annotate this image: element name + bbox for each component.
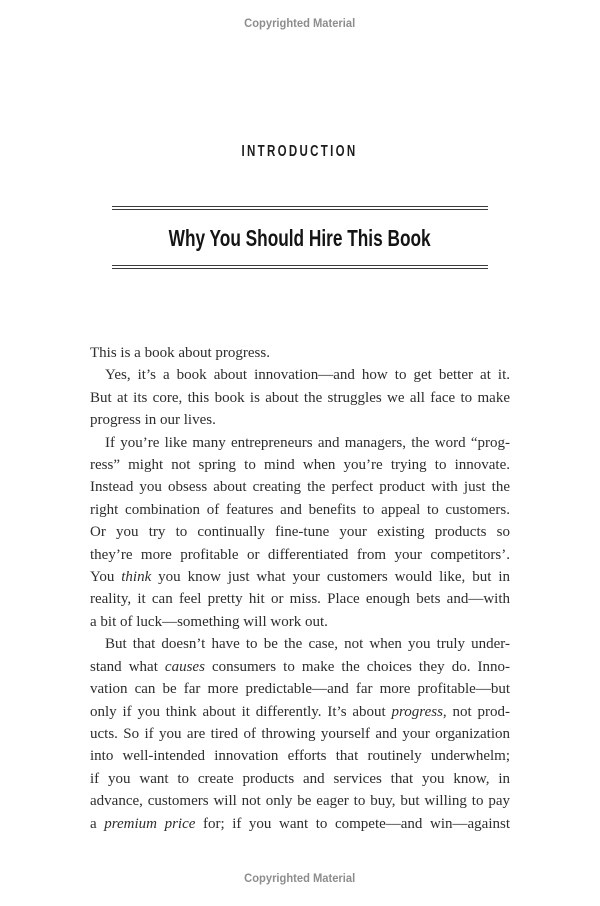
body-line [90,656,510,678]
text-segment: stand what [90,658,165,675]
chapter-title-text: Why You Should Hire This Book [169,225,431,251]
text-segment: , not prod- [442,703,510,720]
text-segment: a bit of luck—something will work out. [90,613,328,630]
body-text [90,342,510,835]
body-line [90,633,510,655]
body-line [90,701,510,723]
copyright-notice-bottom-text: Copyrighted Material [244,871,356,885]
body-line [90,409,510,431]
body-line [90,432,510,454]
text-segment: you know just what your customers would like, but in [151,569,510,586]
text-segment: only if you think about it differently. It’s about [90,703,392,720]
text-segment-italic: premium price [104,815,196,832]
copyright-notice-top-text: Copyrighted Material [244,16,356,30]
body-line [90,544,510,566]
text-segment: into well-intended innovation efforts that routinely underwhelm; [90,748,510,765]
text-segment: You [90,569,122,586]
text-segment: if you want to create products and services that you know, in [90,770,510,787]
copyright-notice-bottom [0,871,600,885]
text-segment: This is a book about progress. [90,345,270,361]
body-line [90,588,510,610]
chapter-kicker-text: INTRODUCTION [242,143,358,160]
text-segment: If you’re like many entrepreneurs and managers, the word “prog- [105,434,510,451]
text-segment: advance, customers will not only be eager to buy, but willing to pay [90,793,510,810]
text-segment-italic: think [121,569,152,586]
body-line [90,611,510,633]
text-segment: for; if you want to compete—and win—against [195,815,510,832]
chapter-kicker [0,143,600,160]
body-line [90,364,510,386]
body-line [90,476,510,498]
text-segment: right combination of features and benefits to appeal to customers. [90,501,510,518]
body-line [90,521,510,543]
text-segment: Instead you obsess about creating the perfect product with just the [90,479,510,496]
text-segment: Or you try to continually fine-tune your existing products so [90,524,510,541]
body-line [90,342,510,364]
text-segment: ress” might not spring to mind when you’re trying to innovate. [90,457,510,474]
text-segment-italic: progress [391,703,443,720]
text-segment: progress in our lives. [90,412,216,429]
body-line [90,566,510,588]
body-line [90,790,510,812]
text-segment: they’re more profitable or differentiated from your competitors’. [90,546,510,563]
body-line [90,387,510,409]
text-segment: But that doesn’t have to be the case, not when you truly under- [105,636,510,653]
body-line [90,499,510,521]
text-segment: Yes, it’s a book about innovation—and how to get better at it. [105,367,510,384]
text-segment: ucts. So if you are tired of throwing yourself and your organization [90,725,510,742]
body-line [90,813,510,835]
body-line [90,768,510,790]
text-segment: consumers to make the choices they do. Inno- [204,658,510,675]
copyright-notice-top [0,16,600,30]
title-rule-top [112,206,488,210]
body-line [90,678,510,700]
body-line [90,723,510,745]
text-segment: vation can be far more predictable—and far more profitable—but [90,681,510,698]
chapter-title [0,224,600,252]
text-segment-italic: causes [164,658,205,675]
body-line [90,454,510,476]
title-rule-bottom [112,265,488,269]
text-segment: But at its core, this book is about the struggles we all face to make [90,389,510,406]
text-segment: a [90,815,105,832]
text-segment: reality, it can feel pretty hit or miss. Place enough bets and—with [90,591,510,608]
body-line [90,745,510,767]
